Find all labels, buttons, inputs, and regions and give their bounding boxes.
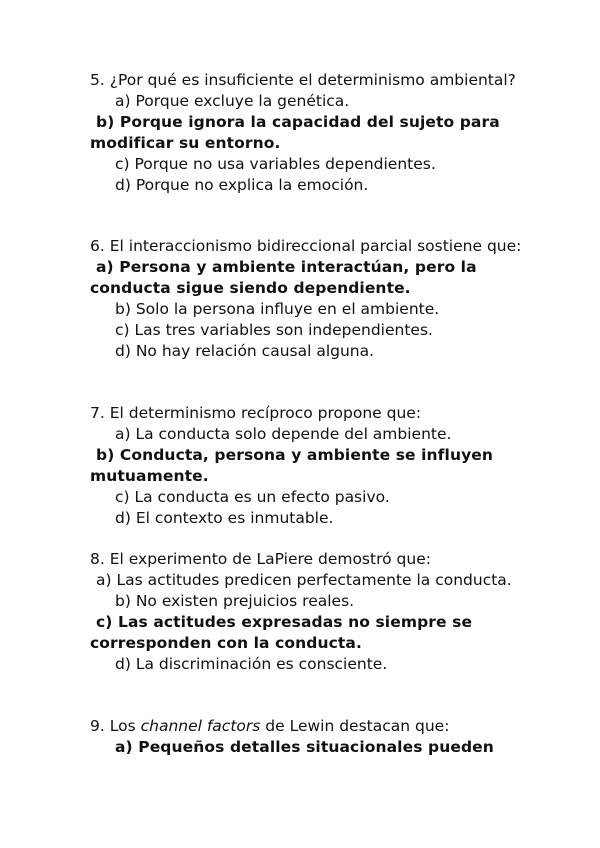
option-c: c) Porque no usa variables dependientes.: [115, 155, 436, 173]
question-5: [90, 70, 530, 196]
option-d: d) El contexto es inmutable.: [115, 509, 334, 527]
option-a-correct: a) Persona y ambiente interactúan, pero la conducta sigue siendo dependiente.: [90, 258, 477, 297]
question-number: 5.: [90, 71, 105, 89]
option-c: c) Las tres variables son independientes.: [115, 321, 433, 339]
option-b: b) No existen prejuicios reales.: [115, 592, 355, 610]
question-text-italic: channel factors: [140, 717, 261, 735]
option-d: d) Porque no explica la emoción.: [115, 176, 369, 194]
question-stem: [90, 403, 530, 424]
option-b: b) Solo la persona influye en el ambiente.: [115, 300, 440, 318]
option-c: c) La conducta es un efecto pasivo.: [115, 488, 390, 506]
option-d: d) La discriminación es consciente.: [115, 655, 388, 673]
question-text: El experimento de LaPiere demostró que:: [109, 550, 431, 568]
option-a-correct: a) Pequeños detalles situacionales pueden: [115, 738, 494, 756]
question-stem: [90, 70, 530, 91]
option-a: a) Porque excluye la genética.: [115, 92, 350, 110]
question-stem: [90, 549, 530, 570]
question-text: ¿Por qué es insuficiente el determinismo ambiental?: [109, 71, 516, 89]
question-number: 9.: [90, 717, 105, 735]
option-a: a) Las actitudes predicen perfectamente la conducta.: [96, 571, 512, 589]
question-number: 7.: [90, 404, 105, 422]
question-stem: [90, 236, 530, 257]
question-9: [90, 716, 530, 758]
question-number: 8.: [90, 550, 105, 568]
option-d: d) No hay relación causal alguna.: [115, 342, 375, 360]
option-b-correct: b) Conducta, persona y ambiente se influyen mutuamente.: [90, 446, 494, 485]
option-b-correct: b) Porque ignora la capacidad del sujeto para modificar su entorno.: [90, 113, 500, 152]
question-stem: [90, 716, 530, 737]
question-text-prefix: Los: [109, 717, 136, 735]
question-7: [90, 403, 530, 529]
question-text: El determinismo recíproco propone que:: [109, 404, 422, 422]
question-6: [90, 236, 530, 362]
question-8: [90, 549, 530, 675]
question-text: El interaccionismo bidireccional parcial sostiene que:: [109, 237, 522, 255]
option-a: a) La conducta solo depende del ambiente.: [115, 425, 452, 443]
question-text-suffix: de Lewin destacan que:: [265, 717, 450, 735]
option-c-correct: c) Las actitudes expresadas no siempre se corresponden con la conducta.: [90, 613, 473, 652]
question-number: 6.: [90, 237, 105, 255]
